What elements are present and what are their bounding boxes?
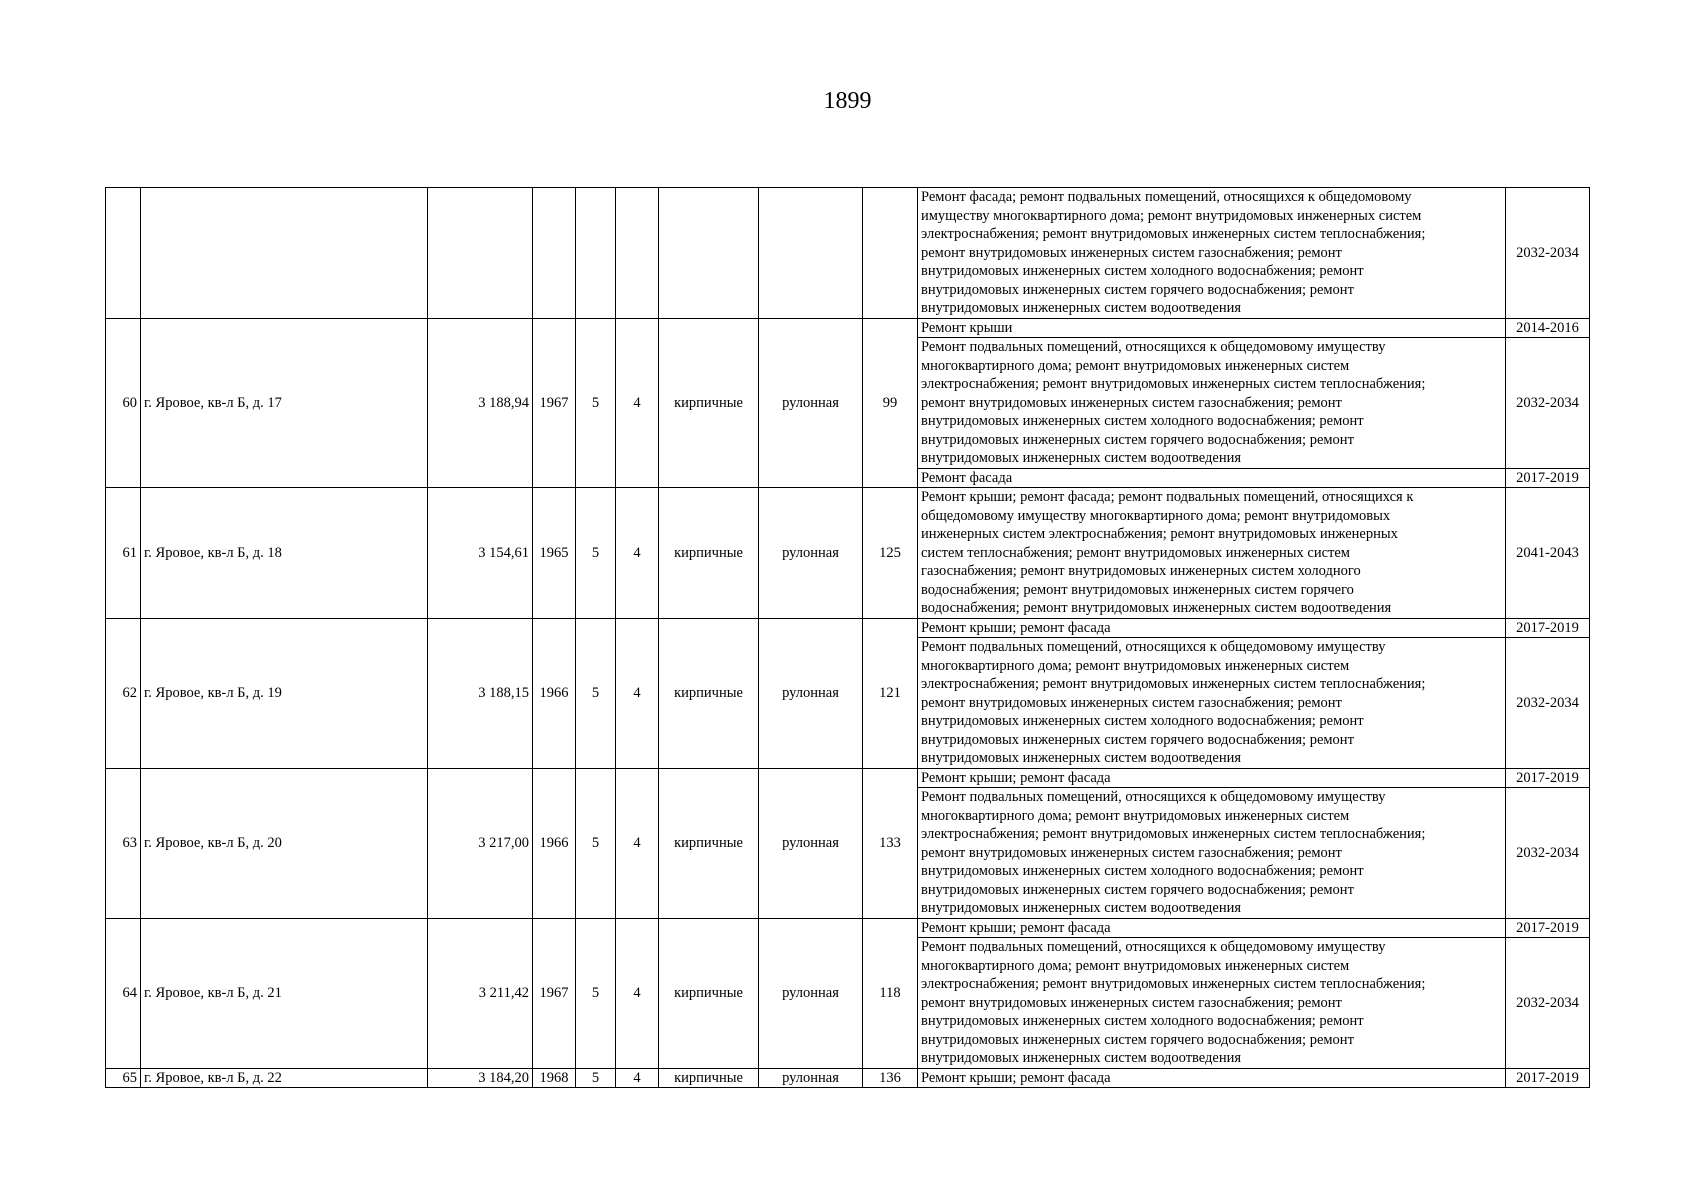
works-line: электроснабжения; ремонт внутридомовых инженерных систем теплоснабжения; [921,676,1426,692]
works-line: внутридомовых инженерных систем горячего водоснабжения; ремонт [921,281,1354,298]
works-line: ремонт внутридомовых инженерных систем газоснабжения; ремонт [921,844,1342,861]
table-row [106,768,1590,788]
house-address: г. Яровое, кв-л Б, д. 18 [141,488,428,619]
row-number: 63 [106,768,141,918]
roof-type: рулонная [759,1068,863,1088]
works-line: Ремонт крыши; ремонт фасада [921,919,1111,936]
row-number: 64 [106,918,141,1068]
works-description [918,918,1506,938]
roof-type: рулонная [759,918,863,1068]
apartments-count: 125 [863,488,918,619]
table-row [106,188,1590,319]
works-description [918,788,1506,919]
works-description [918,468,1506,488]
works-line: инженерных систем электроснабжения; ремонт внутридомовых инженерных [921,526,1398,542]
row-number: 60 [106,318,141,488]
works-line: электроснабжения; ремонт внутридомовых инженерных систем теплоснабжения; [921,376,1426,392]
total-area: 3 188,15 [428,618,533,768]
floors-count: 5 [576,618,616,768]
entrances-count [616,188,659,319]
table-row [106,918,1590,938]
works-line: Ремонт подвальных помещений, относящихся к общедомовому имуществу [921,939,1386,955]
roof-type: рулонная [759,318,863,488]
roof-type [759,188,863,319]
works-line: ремонт внутридомовых инженерных систем газоснабжения; ремонт [921,994,1342,1011]
entrances-count: 4 [616,318,659,488]
floors-count: 5 [576,318,616,488]
works-line: имуществу многоквартирного дома; ремонт внутридомовых инженерных систем [921,207,1422,224]
works-line: электроснабжения; ремонт внутридомовых инженерных систем теплоснабжения; [921,826,1426,842]
wall-material: кирпичные [659,1068,759,1088]
construction-year: 1967 [533,318,576,488]
works-description [918,318,1506,338]
works-description [918,188,1506,319]
works-period: 2041-2043 [1506,488,1590,619]
works-line: внутридомовых инженерных систем водоотведения [921,450,1242,466]
works-period: 2032-2034 [1506,938,1590,1069]
works-line: газоснабжения; ремонт внутридомовых инженерных систем холодного [921,563,1361,579]
wall-material [659,188,759,319]
repair-schedule-table [105,187,1590,1088]
table-row [106,488,1590,619]
works-line: внутридомовых инженерных систем холодного водоснабжения; ремонт [921,1013,1364,1029]
house-address: г. Яровое, кв-л Б, д. 17 [141,318,428,488]
wall-material: кирпичные [659,318,759,488]
works-description [918,618,1506,638]
wall-material: кирпичные [659,918,759,1068]
works-line: многоквартирного дома; ремонт внутридомовых инженерных систем [921,657,1350,674]
wall-material: кирпичные [659,618,759,768]
construction-year: 1967 [533,918,576,1068]
row-number: 62 [106,618,141,768]
table-body [106,188,1590,1088]
works-line: внутридомовых инженерных систем холодного водоснабжения; ремонт [921,263,1364,279]
works-line: внутридомовых инженерных систем горячего водоснабжения; ремонт [921,1031,1354,1048]
works-period: 2017-2019 [1506,1068,1590,1088]
works-line: внутридомовых инженерных систем водоотведения [921,300,1242,316]
works-period: 2032-2034 [1506,338,1590,469]
house-address: г. Яровое, кв-л Б, д. 22 [141,1068,428,1088]
roof-type: рулонная [759,768,863,918]
construction-year: 1966 [533,768,576,918]
works-description [918,638,1506,769]
works-line: Ремонт подвальных помещений, относящихся к общедомовому имуществу [921,639,1386,655]
floors-count: 5 [576,488,616,619]
total-area: 3 188,94 [428,318,533,488]
works-line: Ремонт крыши [921,319,1013,336]
floors-count [576,188,616,319]
works-period: 2017-2019 [1506,918,1590,938]
roof-type: рулонная [759,488,863,619]
works-line: электроснабжения; ремонт внутридомовых инженерных систем теплоснабжения; [921,976,1426,992]
table-row [106,318,1590,338]
house-address [141,188,428,319]
works-line: водоснабжения; ремонт внутридомовых инженерных систем горячего [921,581,1354,598]
wall-material: кирпичные [659,768,759,918]
floors-count: 5 [576,768,616,918]
works-line: ремонт внутридомовых инженерных систем газоснабжения; ремонт [921,244,1342,261]
entrances-count: 4 [616,918,659,1068]
works-description [918,1068,1506,1088]
works-line: внутридомовых инженерных систем горячего водоснабжения; ремонт [921,881,1354,898]
total-area: 3 211,42 [428,918,533,1068]
works-line: Ремонт подвальных помещений, относящихся к общедомовому имуществу [921,339,1386,355]
total-area: 3 217,00 [428,768,533,918]
apartments-count: 99 [863,318,918,488]
works-line: многоквартирного дома; ремонт внутридомовых инженерных систем [921,357,1350,374]
house-address: г. Яровое, кв-л Б, д. 19 [141,618,428,768]
house-address: г. Яровое, кв-л Б, д. 21 [141,918,428,1068]
works-period: 2017-2019 [1506,468,1590,488]
construction-year [533,188,576,319]
works-description [918,488,1506,619]
wall-material: кирпичные [659,488,759,619]
works-line: внутридомовых инженерных систем горячего водоснабжения; ремонт [921,731,1354,748]
page-number: 1899 [823,88,872,114]
total-area: 3 184,20 [428,1068,533,1088]
works-period: 2017-2019 [1506,768,1590,788]
works-period: 2032-2034 [1506,638,1590,769]
works-line: внутридомовых инженерных систем водоотведения [921,750,1242,766]
works-line: Ремонт крыши; ремонт фасада [921,1069,1111,1086]
house-address: г. Яровое, кв-л Б, д. 20 [141,768,428,918]
entrances-count: 4 [616,768,659,918]
works-line: внутридомовых инженерных систем водоотведения [921,1050,1242,1066]
works-line: систем теплоснабжения; ремонт внутридомовых инженерных систем [921,544,1350,561]
works-line: общедомовому имуществу многоквартирного дома; ремонт внутридомовых [921,507,1391,524]
works-line: многоквартирного дома; ремонт внутридомовых инженерных систем [921,807,1350,824]
total-area [428,188,533,319]
construction-year: 1968 [533,1068,576,1088]
row-number: 61 [106,488,141,619]
works-description [918,768,1506,788]
works-line: внутридомовых инженерных систем холодного водоснабжения; ремонт [921,413,1364,429]
works-line: ремонт внутридомовых инженерных систем газоснабжения; ремонт [921,394,1342,411]
works-line: электроснабжения; ремонт внутридомовых инженерных систем теплоснабжения; [921,226,1426,242]
table-row [106,618,1590,638]
works-line: Ремонт фасада; ремонт подвальных помещений, относящихся к общедомовому [921,189,1412,205]
table-row [106,1068,1590,1088]
works-line: внутридомовых инженерных систем горячего водоснабжения; ремонт [921,431,1354,448]
entrances-count: 4 [616,488,659,619]
apartments-count: 133 [863,768,918,918]
works-period: 2014-2016 [1506,318,1590,338]
works-line: Ремонт крыши; ремонт фасада [921,619,1111,636]
entrances-count: 4 [616,618,659,768]
works-line: внутридомовых инженерных систем холодного водоснабжения; ремонт [921,863,1364,879]
works-period: 2032-2034 [1506,188,1590,319]
apartments-count: 121 [863,618,918,768]
works-description [918,338,1506,469]
works-line: Ремонт подвальных помещений, относящихся к общедомовому имуществу [921,789,1386,805]
works-period: 2032-2034 [1506,788,1590,919]
floors-count: 5 [576,918,616,1068]
floors-count: 5 [576,1068,616,1088]
apartments-count: 136 [863,1068,918,1088]
roof-type: рулонная [759,618,863,768]
works-period: 2017-2019 [1506,618,1590,638]
construction-year: 1965 [533,488,576,619]
construction-year: 1966 [533,618,576,768]
works-line: Ремонт крыши; ремонт фасада [921,769,1111,786]
works-line: Ремонт крыши; ремонт фасада; ремонт подвальных помещений, относящихся к [921,489,1414,505]
works-line: внутридомовых инженерных систем водоотведения [921,900,1242,916]
works-line: внутридомовых инженерных систем холодного водоснабжения; ремонт [921,713,1364,729]
works-line: ремонт внутридомовых инженерных систем газоснабжения; ремонт [921,694,1342,711]
row-number [106,188,141,319]
total-area: 3 154,61 [428,488,533,619]
apartments-count: 118 [863,918,918,1068]
works-line: многоквартирного дома; ремонт внутридомовых инженерных систем [921,957,1350,974]
works-line: Ремонт фасада [921,469,1013,486]
apartments-count [863,188,918,319]
entrances-count: 4 [616,1068,659,1088]
row-number: 65 [106,1068,141,1088]
works-line: водоснабжения; ремонт внутридомовых инженерных систем водоотведения [921,600,1392,616]
works-description [918,938,1506,1069]
